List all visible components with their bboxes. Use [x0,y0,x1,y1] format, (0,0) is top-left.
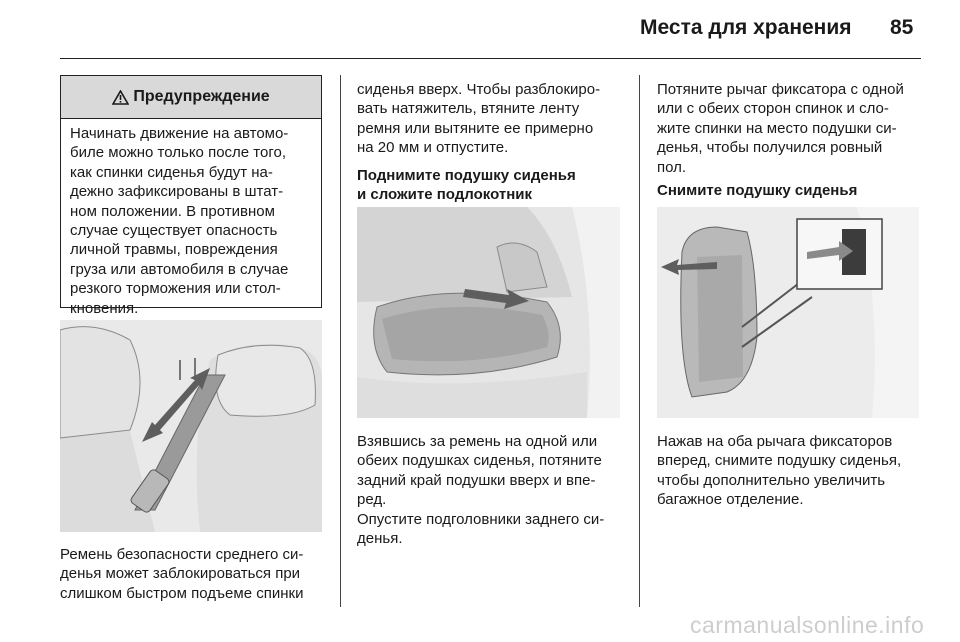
col2-text-top: сиденья вверх. Чтобы разблокиро- вать натяжитель, втяните ленту ремня или вытяните ее примерно на 20 мм и отпустите. [357,81,601,157]
warning-title: Предупреждение [133,88,270,105]
col2-para1: Взявшись за ремень на одной или обеих подушках сиденья, потяните задний край подушки вверх и впе- ред. [357,433,602,509]
warning-text: Начинать движение на автомо- биле можно только после того, как спинки сиденья будут на- дежно зафиксированы в штат- ном положении. В противном случае существует опасность личной травмы, повреждения груза или автомобиля в случае резкого торможения или стол- кновения. [70,125,289,317]
page-header-title: Места для хранения [640,16,852,39]
warning-triangle-icon [112,90,129,105]
warning-box [60,75,322,317]
column-divider-1 [340,75,341,607]
illustration-seat-cushion [357,207,620,418]
column-divider-2 [639,75,640,607]
col1-text-bottom: Ремень безопасности среднего си- денья может заблокироваться при слишком быстром подъеме спинки [60,546,304,602]
col3-text-top: Потяните рычаг фиксатора с одной или с обеих сторон спинок и сло- жите спинки на место подушки си- денья, чтобы получился ровный пол. [657,81,904,176]
illustration-remove-cushion [657,207,919,418]
col3-para1: Нажав на оба рычага фиксаторов вперед, снимите подушку сиденья, чтобы дополнительно увеличить багажное отделение. [657,433,902,509]
col2-para2: Опустите подголовники заднего си- денья. [357,511,605,548]
illustration-seatbelt [60,320,322,532]
header-rule [60,58,921,59]
col2-heading: Поднимите подушку сиденья и сложите подлокотник [357,167,576,204]
page-number: 85 [890,16,914,39]
watermark: carmanualsonline.info [690,612,925,638]
warning-header [61,76,321,119]
col3-heading: Снимите подушку сиденья [657,182,858,199]
